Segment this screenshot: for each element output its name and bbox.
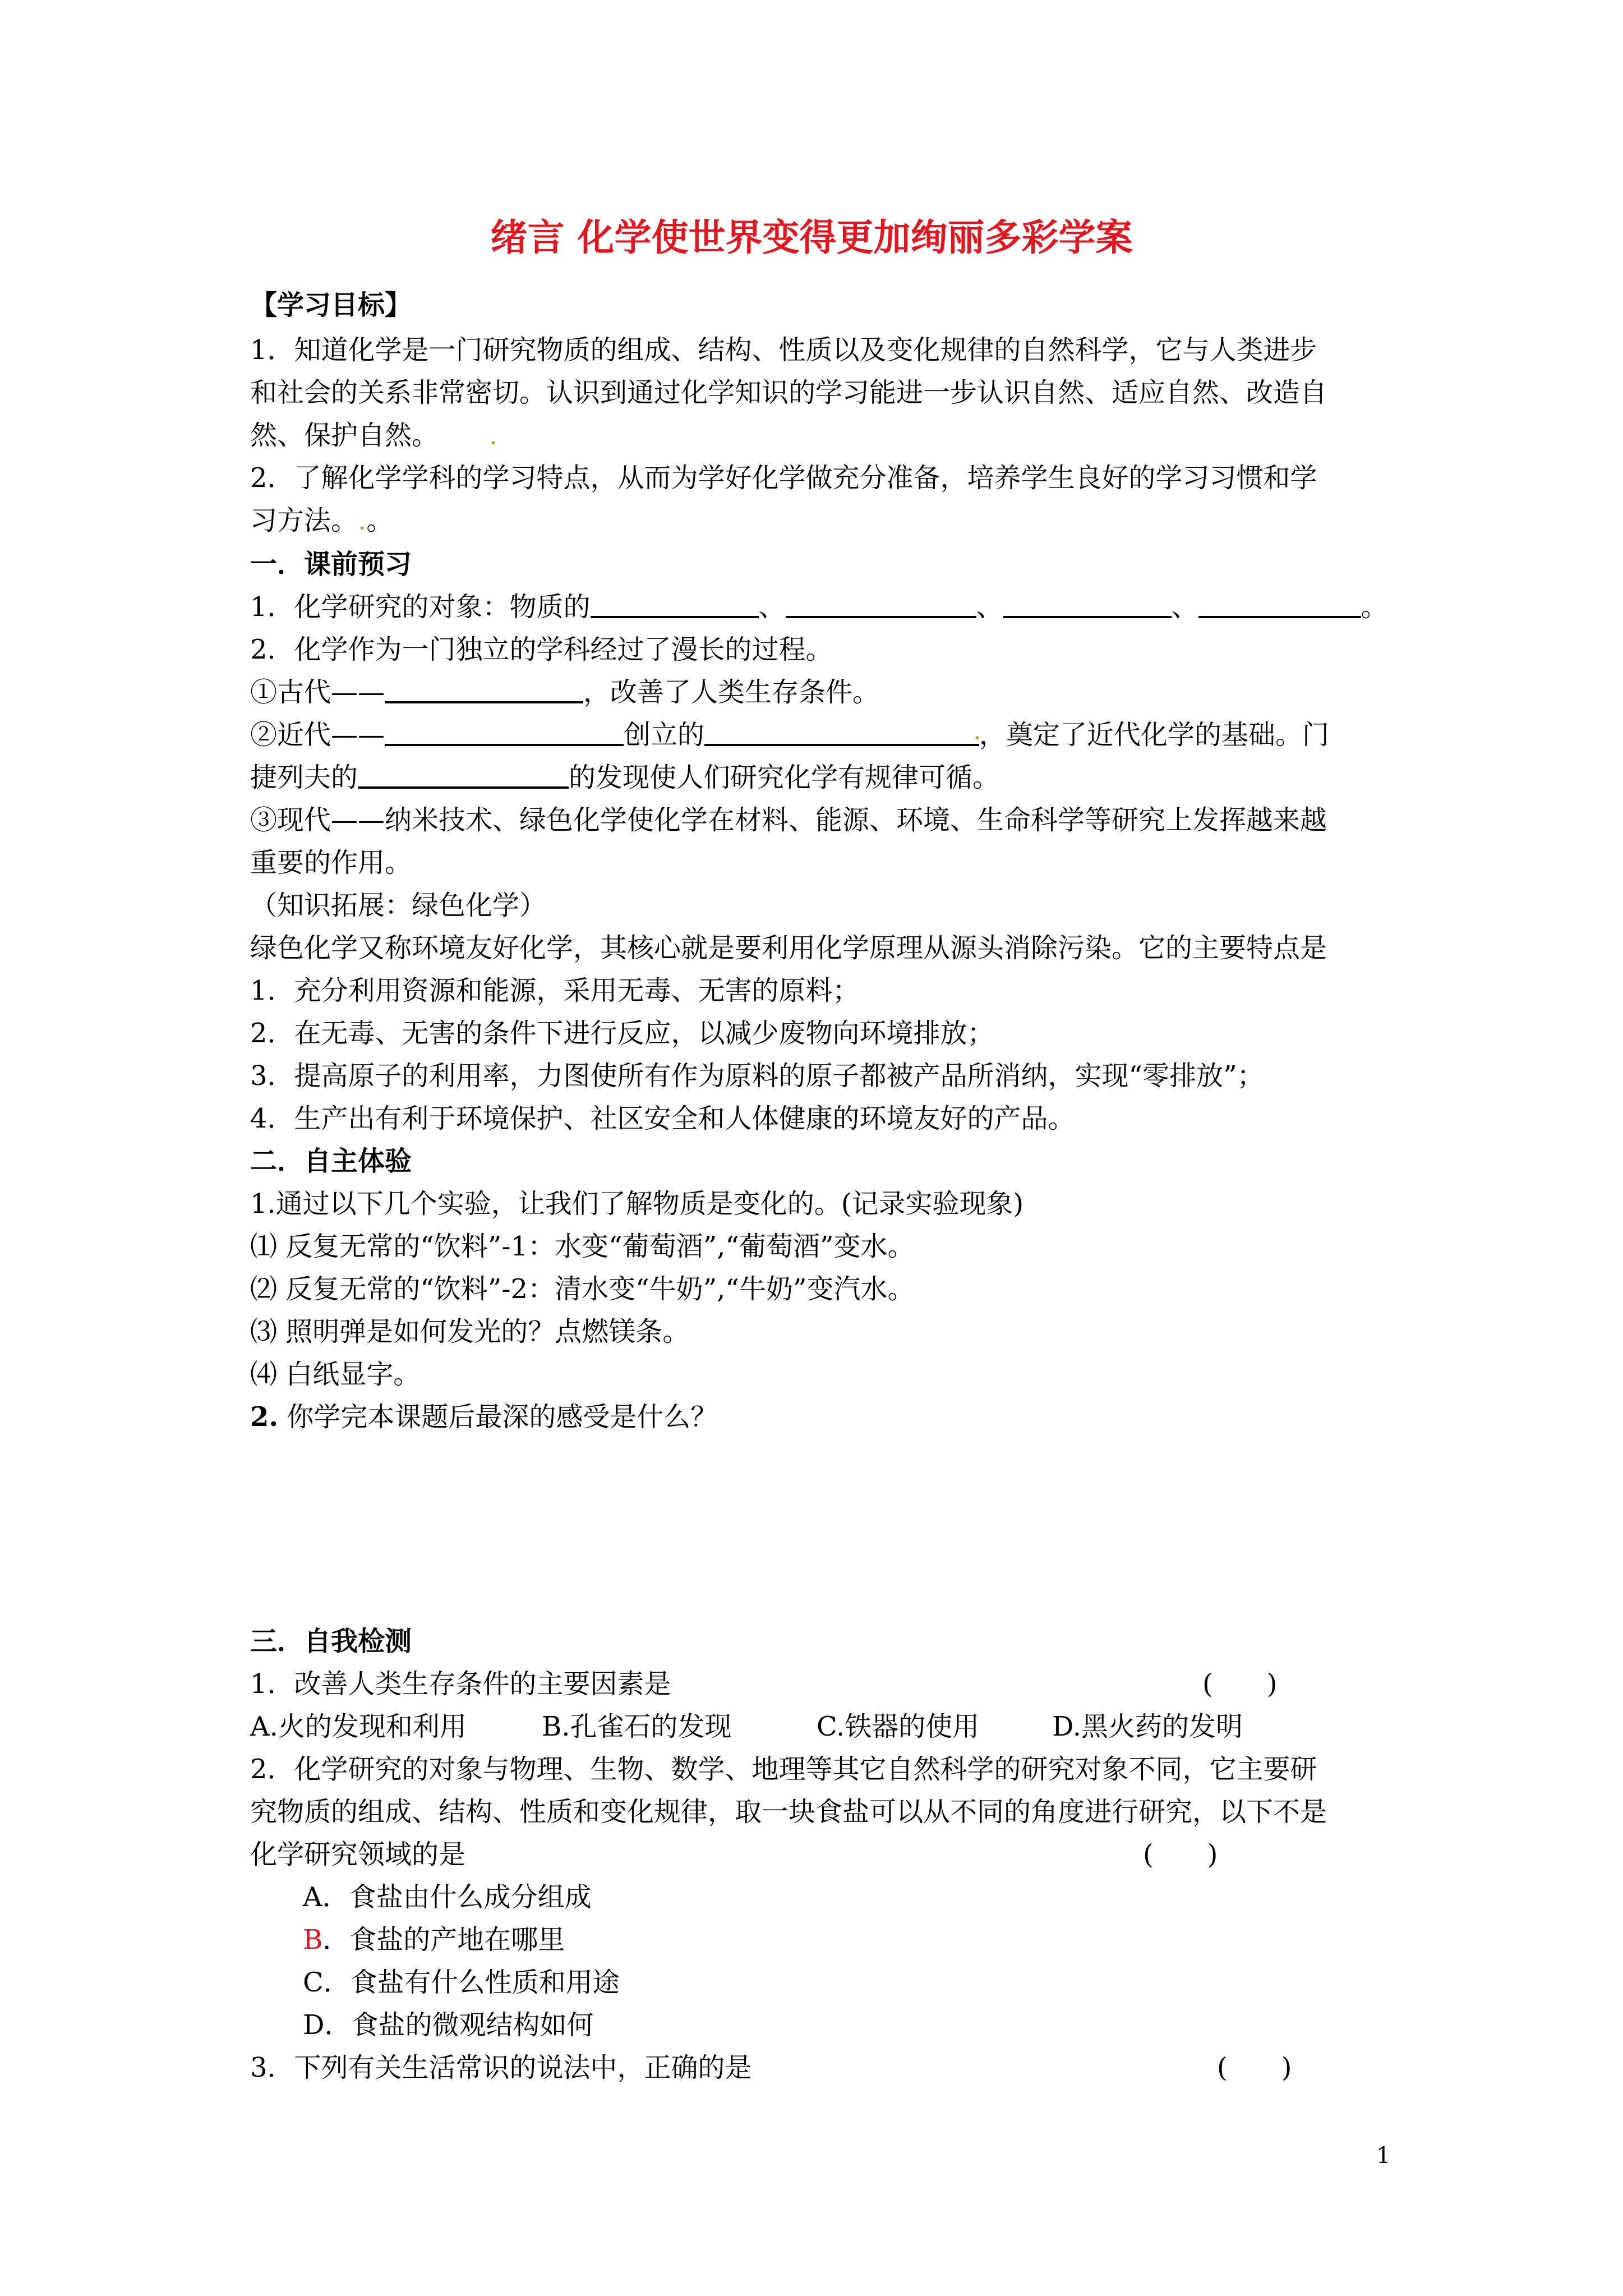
stray-mark: . <box>489 420 498 451</box>
answer-parentheses[interactable]: ( ) <box>1202 1668 1278 1700</box>
page-number: 1 <box>1376 2143 1391 2169</box>
self-test-q3: 3．下列有关生活常识的说法中，正确的是 <box>250 2052 752 2083</box>
modern-l2-suffix: 的发现使人们研究化学有规律可循。 <box>569 762 1000 793</box>
modern-suffix: ，奠定了近代化学的基础。门 <box>979 719 1330 751</box>
answer-parentheses[interactable]: ( ) <box>1143 1839 1218 1870</box>
answer-blank[interactable] <box>385 675 583 703</box>
q2-option-a: A．食盐由什么成分组成 <box>303 1881 592 1913</box>
preview-modern-line-2 <box>250 761 999 794</box>
extension-item-3: 3．提高原子的利用率，力图使所有作为原料的原子都被产品所消纳，实现“零排放”； <box>250 1060 1264 1092</box>
extension-item-4: 4．生产出有利于环境保护、社区安全和人体健康的环境友好的产品。 <box>250 1103 1075 1134</box>
objective-2-line-2-text: 习方法。 <box>250 505 358 536</box>
objectives-heading: 【学习目标】 <box>250 289 412 321</box>
stray-mark: . <box>972 715 982 746</box>
option-d: D.黑火药的发明 <box>1052 1711 1243 1742</box>
self-test-q2-line-2: 究物质的组成、结构、性质和变化规律，取一块食盐可以从不同的角度进行研究，以下不是 <box>250 1796 1327 1828</box>
option-a: A.火的发现和利用 <box>250 1711 467 1742</box>
experience-q1: 1.通过以下几个实验，让我们了解物质是变化的。(记录实验现象) <box>250 1188 1024 1220</box>
stray-mark: . <box>358 505 367 536</box>
experiment-2: ⑵ 反复无常的“饮料”-2：清水变“牛奶”,“牛奶”变汽水。 <box>250 1273 915 1305</box>
ancient-suffix: ，改善了人类生存条件。 <box>583 677 880 708</box>
option-c: C.铁器的使用 <box>817 1711 980 1742</box>
experience-q2-number: 2. <box>250 1401 279 1433</box>
extension-item-2: 2．在无毒、无害的条件下进行反应，以减少废物向环境排放； <box>250 1018 994 1049</box>
answer-blank[interactable] <box>1003 590 1172 618</box>
objective-2-line-2 <box>250 504 393 537</box>
objective-1-line-3-text: 然、保护自然。 <box>250 420 439 451</box>
modern-l2-prefix: 捷列夫的 <box>250 762 358 793</box>
preview-ancient <box>250 675 879 709</box>
objective-1-line-1: 1．知道化学是一门研究物质的组成、结构、性质以及变化规律的自然科学，它与人类进步 <box>250 334 1317 366</box>
option-b: B.孔雀石的发现 <box>542 1711 732 1742</box>
separator: 、 <box>758 591 786 623</box>
period: 。 <box>1361 591 1388 623</box>
q2-option-b-letter: B <box>303 1924 323 1955</box>
extension-heading: （知识拓展：绿色化学） <box>250 890 547 921</box>
modern-mid: 创立的 <box>624 719 705 751</box>
extension-item-1: 1．充分利用资源和能源，采用无毒、无害的原料； <box>250 975 860 1006</box>
modern-prefix: ②近代—— <box>250 719 385 751</box>
experience-q2-text: 你学完本课题后最深的感受是什么？ <box>278 1401 718 1433</box>
self-test-q2-line-3: 化学研究领域的是 <box>250 1839 466 1870</box>
objective-1-line-3 <box>250 418 497 452</box>
self-test-q1: 1．改善人类生存条件的主要因素是 <box>250 1668 671 1700</box>
answer-parentheses[interactable]: ( ) <box>1217 2052 1292 2083</box>
separator: 、 <box>976 591 1003 623</box>
separator: 、 <box>1171 591 1198 623</box>
preview-current-line-2: 重要的作用。 <box>250 847 412 878</box>
ancient-prefix: ①古代—— <box>250 677 385 708</box>
experiment-3: ⑶ 照明弹是如何发光的？点燃镁条。 <box>250 1316 690 1347</box>
page-title: 绪言 化学使世界变得更加绚丽多彩学案 <box>490 215 1133 259</box>
experience-q2 <box>250 1400 717 1434</box>
self-test-heading: 三．自我检测 <box>250 1626 412 1657</box>
q2-option-b <box>303 1923 565 1957</box>
preview-heading: 一．课前预习 <box>250 549 412 580</box>
answer-blank[interactable] <box>704 715 982 746</box>
preview-q1-prefix: 1．化学研究的对象：物质的 <box>250 591 591 623</box>
preview-q1 <box>250 590 1388 624</box>
preview-q2: 2．化学作为一门独立的学科经过了漫长的过程。 <box>250 634 833 665</box>
objective-2-line-2-end: 。 <box>366 505 394 536</box>
self-test-q1-options <box>250 1710 1243 1743</box>
preview-modern-line-1 <box>250 715 1330 752</box>
experiment-4: ⑷ 白纸显字。 <box>250 1359 421 1390</box>
q2-option-c: C．食盐有什么性质和用途 <box>303 1967 620 1998</box>
objective-2-line-1: 2．了解化学学科的学习特点，从而为学好化学做充分准备，培养学生良好的学习习惯和学 <box>250 462 1317 494</box>
experience-heading: 二．自主体验 <box>250 1145 412 1177</box>
preview-current-line-1: ③现代——纳米技术、绿色化学使化学在材料、能源、环境、生命科学等研究上发挥越来越 <box>250 804 1327 836</box>
extension-intro: 绿色化学又称环境友好化学，其核心就是要利用化学原理从源头消除污染。它的主要特点是 <box>250 932 1327 964</box>
answer-blank[interactable] <box>1198 590 1361 618</box>
experiment-1: ⑴ 反复无常的“饮料”-1：水变“葡萄酒”,“葡萄酒”变水。 <box>250 1231 915 1262</box>
self-test-q2-line-1: 2．化学研究的对象与物理、生物、数学、地理等其它自然科学的研究对象不同，它主要研 <box>250 1754 1317 1785</box>
answer-blank[interactable] <box>385 718 624 746</box>
q2-option-d: D．食盐的微观结构如何 <box>303 2009 594 2041</box>
q2-option-b-text: ．食盐的产地在哪里 <box>322 1924 565 1955</box>
answer-blank[interactable] <box>786 590 976 618</box>
answer-blank[interactable] <box>591 590 759 618</box>
objective-1-line-2: 和社会的关系非常密切。认识到通过化学知识的学习能进一步认识自然、适应自然、改造自 <box>250 377 1327 408</box>
answer-blank[interactable] <box>358 761 569 789</box>
